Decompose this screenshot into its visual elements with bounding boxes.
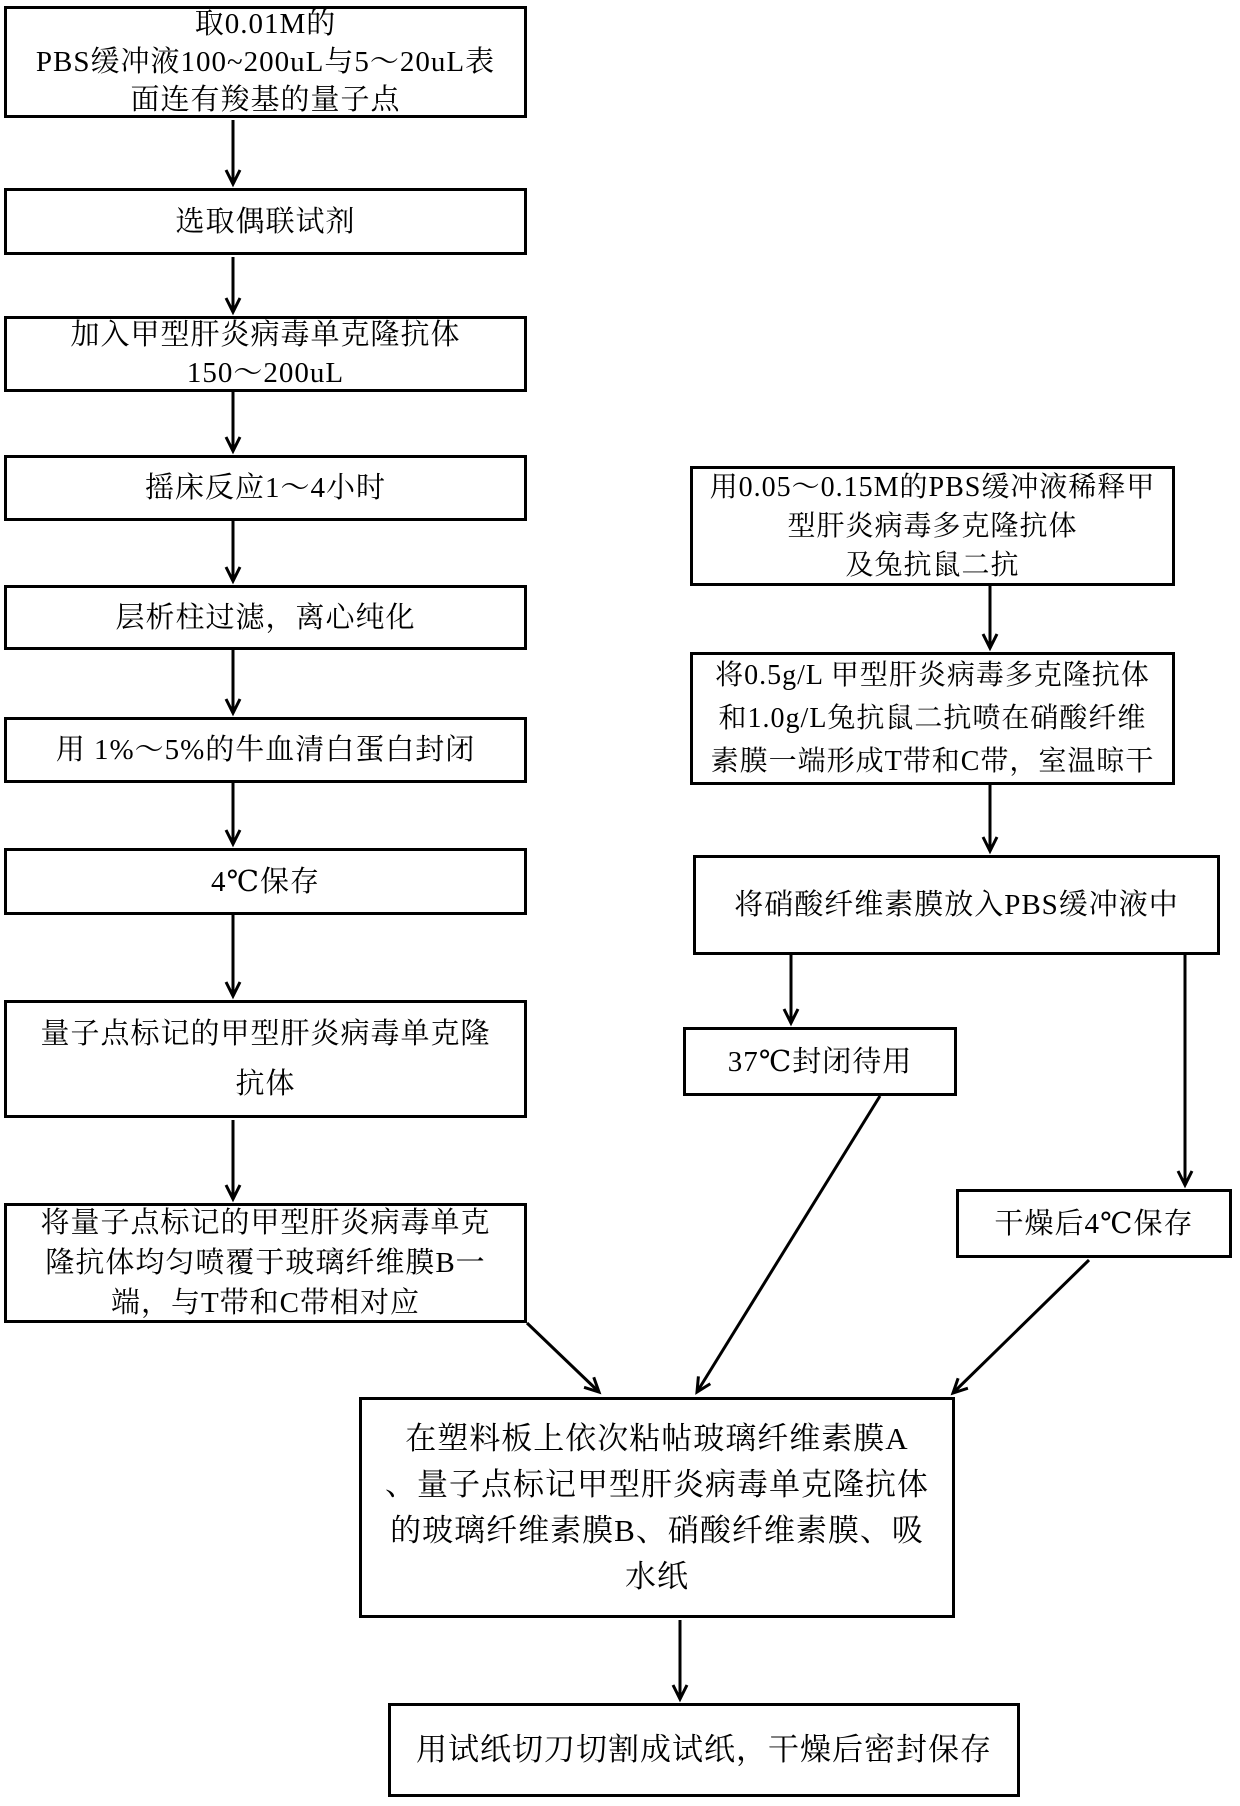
box-dilute-polyclonal-antibody: 用0.05～0.15M的PBS缓冲液稀释甲 型肝炎病毒多克隆抗体 及兔抗鼠二抗: [690, 466, 1175, 586]
box-take-pbs-quantum-dots: 取0.01M的 PBS缓冲液100~200uL与5～20uL表 面连有羧基的量子点: [4, 6, 527, 118]
box-cut-seal-store: 用试纸切刀切割成试纸，干燥后密封保存: [388, 1703, 1020, 1797]
box-column-filter-centrifuge: 层析柱过滤，离心纯化: [4, 585, 527, 650]
box-shaker-reaction: 摇床反应1～4小时: [4, 455, 527, 521]
box-spray-t-c-lines: 将0.5g/L 甲型肝炎病毒多克隆抗体 和1.0g/L兔抗鼠二抗喷在硝酸纤维 素膜一端形成T带和C带，室温晾干: [690, 652, 1175, 785]
box-assemble-strip: 在塑料板上依次粘帖玻璃纤维素膜A 、量子点标记甲型肝炎病毒单克隆抗体 的玻璃纤维素膜B、硝酸纤维素膜、吸 水纸: [359, 1397, 955, 1618]
arrow-b9-bc: [527, 1323, 599, 1392]
box-spray-glass-fiber-b: 将量子点标记的甲型肝炎病毒单克 隆抗体均匀喷覆于玻璃纤维膜B一 端，与T带和C带相对应: [4, 1203, 527, 1323]
box-select-coupling-reagent: 选取偶联试剂: [4, 188, 527, 255]
box-37c-blocking: 37℃封闭待用: [683, 1027, 957, 1096]
box-qd-labeled-antibody: 量子点标记的甲型肝炎病毒单克隆 抗体: [4, 1000, 527, 1118]
box-dry-store-4c: 干燥后4℃保存: [956, 1189, 1232, 1258]
arrow-r5-bc: [953, 1260, 1089, 1393]
box-store-4c: 4℃保存: [4, 848, 527, 915]
box-add-monoclonal-antibody: 加入甲型肝炎病毒单克隆抗体 150～200uL: [4, 316, 527, 392]
box-nc-membrane-pbs: 将硝酸纤维素膜放入PBS缓冲液中: [693, 855, 1220, 955]
box-bsa-blocking: 用 1%～5%的牛血清白蛋白封闭: [4, 717, 527, 783]
arrow-r4-bc: [697, 1096, 880, 1392]
